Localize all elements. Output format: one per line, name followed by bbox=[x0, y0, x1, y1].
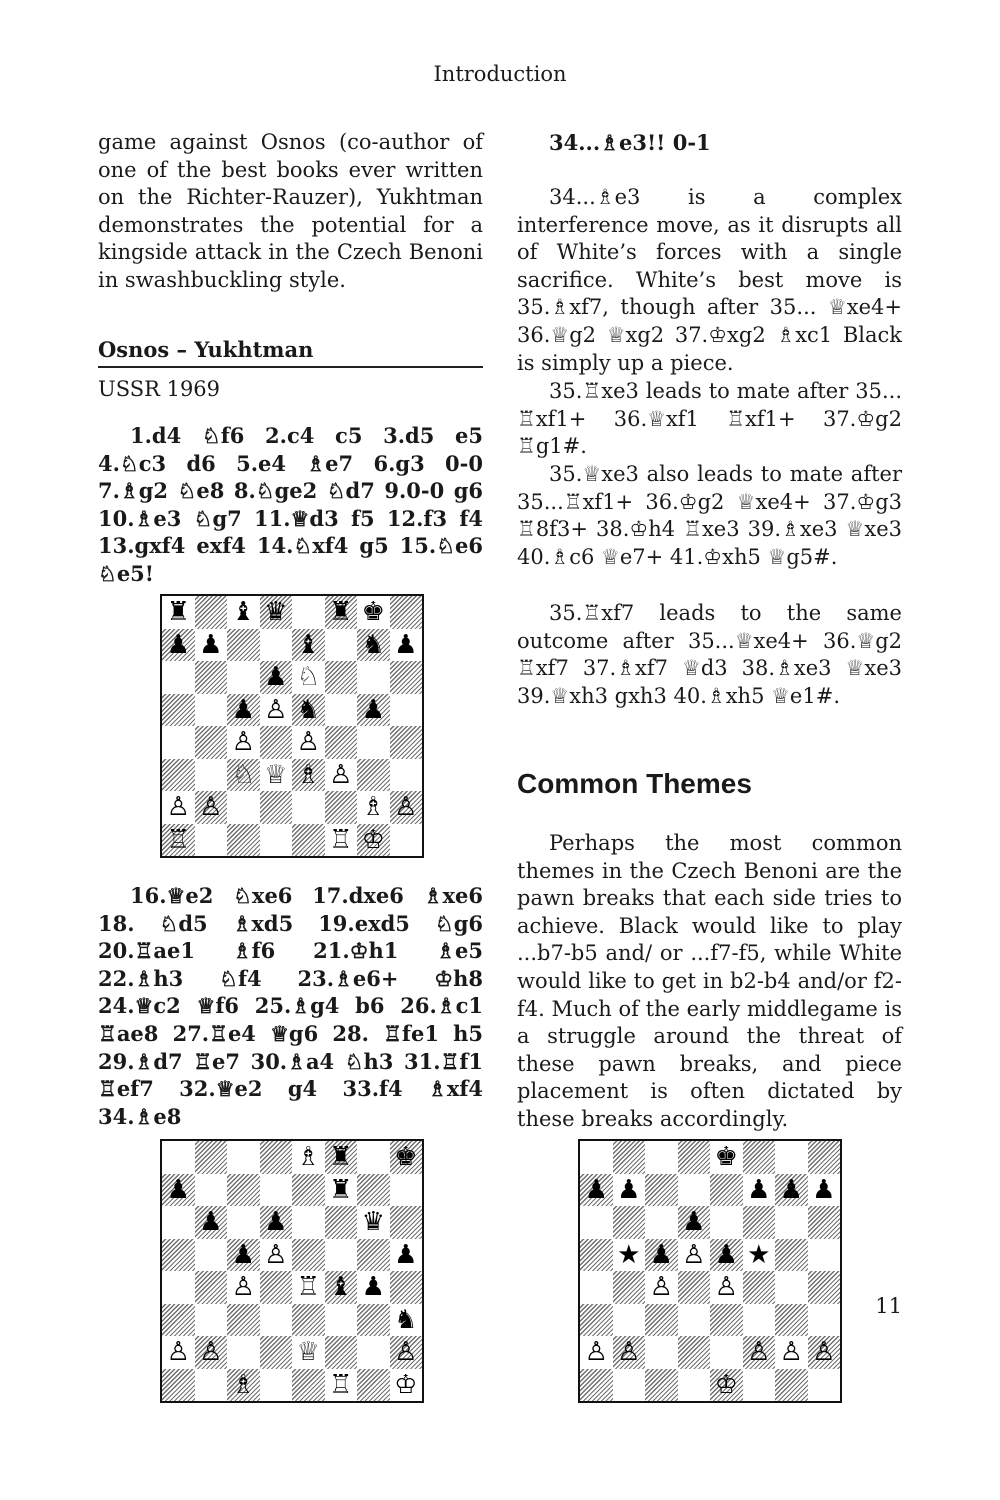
game-info: USSR 1969 bbox=[98, 376, 221, 401]
square-f3 bbox=[743, 1304, 776, 1337]
star-marker-icon: ★ bbox=[617, 1239, 641, 1270]
square-g5 bbox=[357, 1239, 390, 1272]
analysis-block-2 bbox=[517, 378, 902, 461]
white-rook-icon: ♖ bbox=[296, 1272, 320, 1303]
square-c3 bbox=[227, 759, 260, 792]
square-c1 bbox=[227, 1369, 260, 1402]
black-pawn-icon: ♟ bbox=[231, 694, 255, 725]
square-h4 bbox=[390, 726, 423, 759]
square-e3 bbox=[292, 759, 325, 792]
square-a4 bbox=[162, 1271, 195, 1304]
white-pawn-icon: ♙ bbox=[329, 759, 353, 790]
black-rook-icon: ♜ bbox=[166, 597, 190, 628]
square-h3 bbox=[808, 1304, 841, 1337]
square-c4 bbox=[645, 1271, 678, 1304]
square-f8 bbox=[743, 1141, 776, 1174]
square-c6 bbox=[227, 1206, 260, 1239]
square-d8 bbox=[678, 1141, 711, 1174]
square-g4 bbox=[357, 726, 390, 759]
running-head: Introduction bbox=[433, 62, 567, 86]
black-pawn-icon: ♟ bbox=[361, 694, 385, 725]
white-pawn-icon: ♙ bbox=[649, 1272, 673, 1303]
square-a6 bbox=[162, 1206, 195, 1239]
square-f8 bbox=[325, 596, 358, 629]
white-rook-icon: ♖ bbox=[166, 824, 190, 855]
white-bishop-icon: ♗ bbox=[296, 1142, 320, 1173]
square-d1 bbox=[260, 1369, 293, 1402]
square-f6 bbox=[325, 1206, 358, 1239]
black-knight-icon: ♞ bbox=[296, 694, 320, 725]
game-moves-1: 1.d4 ♘f6 2.c4 c5 3.d5 e5 4.♘c3 d6 5.e4 ♗e7 6.g3 0-0 7.♗g2 ♘e8 8.♘ge2 ♘d7 9.0-0 g6 10.♗e3 ♘g7 11.♕d3 f5 12.f3 f4 13.gxf4 exf4 14.♘xf4 g5 15.♘e6 ♘e5! bbox=[98, 423, 483, 586]
analysis-paragraph-1: 34...♗e3 is a complex interference move, as it disrupts all of White’s forces with a single sacrifice. White’s best move is 35.♗xf7, though after 35... ♕xe4+ 36.♕g2 ♕xg2 37.♔xg2 ♗xc1 Black is simply up a piece. bbox=[517, 185, 902, 375]
square-b3 bbox=[195, 1304, 228, 1337]
square-b5 bbox=[613, 1239, 646, 1272]
square-h5 bbox=[808, 1239, 841, 1272]
square-c2 bbox=[227, 791, 260, 824]
square-g4 bbox=[775, 1271, 808, 1304]
black-knight-icon: ♞ bbox=[394, 1304, 418, 1335]
square-c5 bbox=[227, 1239, 260, 1272]
square-c7 bbox=[227, 629, 260, 662]
square-c8 bbox=[227, 596, 260, 629]
square-h7 bbox=[390, 1174, 423, 1207]
square-e8 bbox=[292, 596, 325, 629]
white-queen-icon: ♕ bbox=[264, 759, 288, 790]
square-c8 bbox=[645, 1141, 678, 1174]
square-e2 bbox=[292, 791, 325, 824]
black-pawn-icon: ♟ bbox=[166, 629, 190, 660]
square-g3 bbox=[775, 1304, 808, 1337]
square-b4 bbox=[195, 726, 228, 759]
square-f6 bbox=[743, 1206, 776, 1239]
black-pawn-icon: ♟ bbox=[649, 1239, 673, 1270]
square-f1 bbox=[743, 1369, 776, 1402]
black-pawn-icon: ♟ bbox=[779, 1174, 803, 1205]
square-c4 bbox=[227, 726, 260, 759]
square-a7 bbox=[162, 1174, 195, 1207]
square-a2 bbox=[580, 1336, 613, 1369]
square-d5 bbox=[260, 1239, 293, 1272]
square-h1 bbox=[390, 1369, 423, 1402]
analysis-paragraph-2: 35.♖xe3 leads to mate after 35... ♖xf1+ 36.♕xf1 ♖xf1+ 37.♔g2 ♖g1#. bbox=[517, 379, 902, 459]
square-a1 bbox=[580, 1369, 613, 1402]
white-pawn-icon: ♙ bbox=[682, 1239, 706, 1270]
square-f5 bbox=[743, 1239, 776, 1272]
chess-diagram-3 bbox=[578, 1139, 842, 1403]
square-g2 bbox=[775, 1336, 808, 1369]
square-e3 bbox=[292, 1304, 325, 1337]
square-a7 bbox=[162, 629, 195, 662]
moves-block-2 bbox=[98, 882, 483, 1130]
black-bishop-icon: ♝ bbox=[231, 597, 255, 628]
square-f3 bbox=[325, 759, 358, 792]
square-h7 bbox=[808, 1174, 841, 1207]
analysis-paragraph-3: 35.♕xe3 also leads to mate after 35...♖xf1+ 36.♔g2 ♕xe4+ 37.♔g3 ♖8f3+ 38.♔h4 ♖xe3 39.♗xe3 ♕xe3 40.♗c6 ♕e7+ 41.♔xh5 ♕g5#. bbox=[517, 462, 902, 569]
square-e7 bbox=[710, 1174, 743, 1207]
square-h2 bbox=[390, 791, 423, 824]
square-g2 bbox=[357, 1336, 390, 1369]
square-f4 bbox=[743, 1271, 776, 1304]
square-d4 bbox=[678, 1271, 711, 1304]
square-d6 bbox=[678, 1206, 711, 1239]
square-h1 bbox=[808, 1369, 841, 1402]
black-queen-icon: ♛ bbox=[361, 1207, 385, 1238]
square-d6 bbox=[260, 661, 293, 694]
square-h8 bbox=[808, 1141, 841, 1174]
square-e7 bbox=[292, 629, 325, 662]
square-g1 bbox=[357, 824, 390, 857]
black-bishop-icon: ♝ bbox=[329, 1272, 353, 1303]
square-a8 bbox=[580, 1141, 613, 1174]
intro-paragraph: game against Osnos (co-author of one of the best books ever written on the Richter-Rauzer), Yukhtman demonstrates the potential for a kingside attack in the Czech Benoni in swashbuckling style. bbox=[98, 130, 483, 292]
square-c4 bbox=[227, 1271, 260, 1304]
chess-diagram-1 bbox=[160, 594, 424, 858]
white-pawn-icon: ♙ bbox=[199, 1337, 223, 1368]
black-pawn-icon: ♟ bbox=[714, 1239, 738, 1270]
square-a3 bbox=[162, 759, 195, 792]
square-g5 bbox=[357, 694, 390, 727]
square-e6 bbox=[292, 661, 325, 694]
square-d7 bbox=[260, 629, 293, 662]
square-d8 bbox=[260, 596, 293, 629]
black-king-icon: ♚ bbox=[361, 597, 385, 628]
square-g6 bbox=[775, 1206, 808, 1239]
black-pawn-icon: ♟ bbox=[394, 629, 418, 660]
square-c1 bbox=[645, 1369, 678, 1402]
square-g7 bbox=[357, 1174, 390, 1207]
square-h1 bbox=[390, 824, 423, 857]
square-c5 bbox=[645, 1239, 678, 1272]
themes-block bbox=[517, 830, 902, 1134]
square-c3 bbox=[645, 1304, 678, 1337]
square-g8 bbox=[357, 1141, 390, 1174]
square-e8 bbox=[710, 1141, 743, 1174]
black-queen-icon: ♛ bbox=[264, 597, 288, 628]
white-knight-icon: ♘ bbox=[296, 662, 320, 693]
square-e1 bbox=[710, 1369, 743, 1402]
square-a6 bbox=[580, 1206, 613, 1239]
square-a5 bbox=[580, 1239, 613, 1272]
square-b1 bbox=[195, 1369, 228, 1402]
square-c8 bbox=[227, 1141, 260, 1174]
square-e1 bbox=[292, 824, 325, 857]
square-a7 bbox=[580, 1174, 613, 1207]
square-b8 bbox=[613, 1141, 646, 1174]
square-b4 bbox=[195, 1271, 228, 1304]
black-pawn-icon: ♟ bbox=[747, 1174, 771, 1205]
square-f5 bbox=[325, 1239, 358, 1272]
white-pawn-icon: ♙ bbox=[231, 727, 255, 758]
square-f2 bbox=[325, 1336, 358, 1369]
square-e6 bbox=[710, 1206, 743, 1239]
square-d5 bbox=[260, 694, 293, 727]
square-a4 bbox=[162, 726, 195, 759]
square-h6 bbox=[808, 1206, 841, 1239]
black-pawn-icon: ♟ bbox=[617, 1174, 641, 1205]
black-king-icon: ♚ bbox=[394, 1142, 418, 1173]
square-d4 bbox=[260, 1271, 293, 1304]
square-b7 bbox=[195, 629, 228, 662]
square-f5 bbox=[325, 694, 358, 727]
square-g7 bbox=[357, 629, 390, 662]
square-d7 bbox=[678, 1174, 711, 1207]
black-pawn-icon: ♟ bbox=[682, 1207, 706, 1238]
white-rook-icon: ♖ bbox=[329, 1369, 353, 1400]
black-pawn-icon: ♟ bbox=[264, 662, 288, 693]
square-b4 bbox=[613, 1271, 646, 1304]
square-e2 bbox=[292, 1336, 325, 1369]
square-a3 bbox=[162, 1304, 195, 1337]
white-pawn-icon: ♙ bbox=[714, 1272, 738, 1303]
square-g3 bbox=[357, 759, 390, 792]
white-rook-icon: ♖ bbox=[329, 824, 353, 855]
square-c5 bbox=[227, 694, 260, 727]
black-rook-icon: ♜ bbox=[329, 597, 353, 628]
square-g1 bbox=[775, 1369, 808, 1402]
section-block bbox=[517, 767, 902, 801]
square-f7 bbox=[325, 1174, 358, 1207]
square-e3 bbox=[710, 1304, 743, 1337]
black-pawn-icon: ♟ bbox=[231, 1239, 255, 1270]
square-g6 bbox=[357, 1206, 390, 1239]
square-f2 bbox=[743, 1336, 776, 1369]
black-bishop-icon: ♝ bbox=[296, 629, 320, 660]
black-king-icon: ♚ bbox=[714, 1142, 738, 1173]
square-h2 bbox=[390, 1336, 423, 1369]
square-a8 bbox=[162, 1141, 195, 1174]
white-bishop-icon: ♗ bbox=[296, 759, 320, 790]
black-rook-icon: ♜ bbox=[329, 1142, 353, 1173]
square-a3 bbox=[580, 1304, 613, 1337]
square-d3 bbox=[260, 759, 293, 792]
square-a1 bbox=[162, 824, 195, 857]
square-g1 bbox=[357, 1369, 390, 1402]
square-c6 bbox=[227, 661, 260, 694]
square-g8 bbox=[775, 1141, 808, 1174]
square-b8 bbox=[195, 596, 228, 629]
square-h2 bbox=[808, 1336, 841, 1369]
analysis-paragraph-4: 35.♖xf7 leads to the same outcome after 35...♕xe4+ 36.♕g2 ♖xf7 37.♗xf7 ♕d3 38.♗xe3 ♕xe3 39.♕xh3 gxh3 40.♗xh5 ♕e1#. bbox=[517, 601, 902, 708]
square-b8 bbox=[195, 1141, 228, 1174]
square-b5 bbox=[195, 694, 228, 727]
square-c6 bbox=[645, 1206, 678, 1239]
square-h6 bbox=[390, 1206, 423, 1239]
square-b6 bbox=[613, 1206, 646, 1239]
white-pawn-icon: ♙ bbox=[199, 792, 223, 823]
square-b7 bbox=[613, 1174, 646, 1207]
black-rook-icon: ♜ bbox=[329, 1174, 353, 1205]
white-king-icon: ♔ bbox=[714, 1369, 738, 1400]
square-e5 bbox=[710, 1239, 743, 1272]
square-f1 bbox=[325, 824, 358, 857]
square-d5 bbox=[678, 1239, 711, 1272]
white-pawn-icon: ♙ bbox=[394, 792, 418, 823]
square-c7 bbox=[227, 1174, 260, 1207]
white-bishop-icon: ♗ bbox=[231, 1369, 255, 1400]
square-c2 bbox=[227, 1336, 260, 1369]
white-pawn-icon: ♙ bbox=[166, 792, 190, 823]
white-knight-icon: ♘ bbox=[231, 759, 255, 790]
white-pawn-icon: ♙ bbox=[617, 1337, 641, 1368]
white-pawn-icon: ♙ bbox=[296, 727, 320, 758]
white-pawn-icon: ♙ bbox=[394, 1337, 418, 1368]
square-c2 bbox=[645, 1336, 678, 1369]
left-column bbox=[98, 129, 483, 295]
square-d2 bbox=[678, 1336, 711, 1369]
page-number: 11 bbox=[875, 1294, 902, 1318]
analysis-block-4 bbox=[517, 600, 902, 710]
square-a8 bbox=[162, 596, 195, 629]
black-pawn-icon: ♟ bbox=[264, 1207, 288, 1238]
square-h8 bbox=[390, 596, 423, 629]
square-a5 bbox=[162, 1239, 195, 1272]
square-e7 bbox=[292, 1174, 325, 1207]
black-pawn-icon: ♟ bbox=[394, 1239, 418, 1270]
square-h8 bbox=[390, 1141, 423, 1174]
black-pawn-icon: ♟ bbox=[361, 1272, 385, 1303]
white-pawn-icon: ♙ bbox=[779, 1337, 803, 1368]
square-h4 bbox=[390, 1271, 423, 1304]
square-h6 bbox=[390, 661, 423, 694]
white-pawn-icon: ♙ bbox=[747, 1337, 771, 1368]
square-c1 bbox=[227, 824, 260, 857]
square-h3 bbox=[390, 1304, 423, 1337]
white-pawn-icon: ♙ bbox=[231, 1272, 255, 1303]
square-f7 bbox=[743, 1174, 776, 1207]
square-g3 bbox=[357, 1304, 390, 1337]
square-d1 bbox=[260, 824, 293, 857]
white-pawn-icon: ♙ bbox=[812, 1337, 836, 1368]
square-d6 bbox=[260, 1206, 293, 1239]
square-f7 bbox=[325, 629, 358, 662]
black-pawn-icon: ♟ bbox=[584, 1174, 608, 1205]
square-b1 bbox=[195, 824, 228, 857]
square-b2 bbox=[195, 1336, 228, 1369]
square-a2 bbox=[162, 1336, 195, 1369]
square-h7 bbox=[390, 629, 423, 662]
square-b1 bbox=[613, 1369, 646, 1402]
square-g7 bbox=[775, 1174, 808, 1207]
square-e6 bbox=[292, 1206, 325, 1239]
game-result: 34...♗e3!! 0-1 bbox=[549, 130, 711, 155]
chess-diagram-2 bbox=[160, 1139, 424, 1403]
square-d2 bbox=[260, 1336, 293, 1369]
black-pawn-icon: ♟ bbox=[199, 629, 223, 660]
square-f8 bbox=[325, 1141, 358, 1174]
square-h5 bbox=[390, 694, 423, 727]
square-h5 bbox=[390, 1239, 423, 1272]
square-c3 bbox=[227, 1304, 260, 1337]
square-e5 bbox=[292, 1239, 325, 1272]
square-c7 bbox=[645, 1174, 678, 1207]
square-d7 bbox=[260, 1174, 293, 1207]
white-bishop-icon: ♗ bbox=[361, 792, 385, 823]
square-f4 bbox=[325, 1271, 358, 1304]
square-a6 bbox=[162, 661, 195, 694]
square-e4 bbox=[292, 726, 325, 759]
square-d1 bbox=[678, 1369, 711, 1402]
right-column-top bbox=[517, 129, 902, 157]
black-pawn-icon: ♟ bbox=[199, 1207, 223, 1238]
game-title: Osnos – Yukhtman bbox=[98, 336, 483, 368]
black-knight-icon: ♞ bbox=[361, 629, 385, 660]
square-d2 bbox=[260, 791, 293, 824]
game-heading-block bbox=[98, 336, 483, 403]
section-title: Common Themes bbox=[517, 768, 752, 799]
black-pawn-icon: ♟ bbox=[166, 1174, 190, 1205]
themes-paragraph: Perhaps the most common themes in the Czech Benoni are the pawn breaks that each side tries to achieve. Black would like to play ...b7-b5 and/ or ...f7-f5, while White would like to get in b2-b4 and/or f2-f4. Much of the early middlegame is a struggle around the threat of these pawn breaks, and piece placement is often dictated by these breaks accordingly. bbox=[517, 831, 903, 1131]
analysis-block-3 bbox=[517, 461, 902, 571]
square-b2 bbox=[613, 1336, 646, 1369]
square-f1 bbox=[325, 1369, 358, 1402]
square-f6 bbox=[325, 661, 358, 694]
square-b5 bbox=[195, 1239, 228, 1272]
square-b3 bbox=[195, 759, 228, 792]
square-e4 bbox=[710, 1271, 743, 1304]
square-a1 bbox=[162, 1369, 195, 1402]
square-b3 bbox=[613, 1304, 646, 1337]
square-e1 bbox=[292, 1369, 325, 1402]
star-marker-icon: ★ bbox=[747, 1239, 771, 1270]
square-f2 bbox=[325, 791, 358, 824]
white-pawn-icon: ♙ bbox=[584, 1337, 608, 1368]
square-b2 bbox=[195, 791, 228, 824]
square-g8 bbox=[357, 596, 390, 629]
white-pawn-icon: ♙ bbox=[264, 694, 288, 725]
square-e4 bbox=[292, 1271, 325, 1304]
square-g5 bbox=[775, 1239, 808, 1272]
square-b6 bbox=[195, 1206, 228, 1239]
square-b6 bbox=[195, 661, 228, 694]
white-pawn-icon: ♙ bbox=[166, 1337, 190, 1368]
white-pawn-icon: ♙ bbox=[264, 1239, 288, 1270]
square-b7 bbox=[195, 1174, 228, 1207]
white-queen-icon: ♕ bbox=[296, 1337, 320, 1368]
square-e2 bbox=[710, 1336, 743, 1369]
moves-block-1 bbox=[98, 422, 483, 588]
white-king-icon: ♔ bbox=[394, 1369, 418, 1400]
square-g6 bbox=[357, 661, 390, 694]
black-pawn-icon: ♟ bbox=[812, 1174, 836, 1205]
square-e5 bbox=[292, 694, 325, 727]
square-h3 bbox=[390, 759, 423, 792]
square-f3 bbox=[325, 1304, 358, 1337]
square-a5 bbox=[162, 694, 195, 727]
square-a2 bbox=[162, 791, 195, 824]
square-d4 bbox=[260, 726, 293, 759]
square-d3 bbox=[260, 1304, 293, 1337]
square-d8 bbox=[260, 1141, 293, 1174]
white-king-icon: ♔ bbox=[361, 824, 385, 855]
square-d3 bbox=[678, 1304, 711, 1337]
square-f4 bbox=[325, 726, 358, 759]
analysis-block-1 bbox=[517, 184, 902, 377]
square-h4 bbox=[808, 1271, 841, 1304]
square-g2 bbox=[357, 791, 390, 824]
square-a4 bbox=[580, 1271, 613, 1304]
square-e8 bbox=[292, 1141, 325, 1174]
square-g4 bbox=[357, 1271, 390, 1304]
game-moves-2: 16.♕e2 ♘xe6 17.dxe6 ♗xe6 18. ♘d5 ♗xd5 19.exd5 ♘g6 20.♖ae1 ♗f6 21.♔h1 ♗e5 22.♗h3 ♘f4 23.♗e6+ ♔h8 24.♕c2 ♕f6 25.♗g4 b6 26.♗c1 ♖ae8 27.♖e4 ♕g6 28. ♖fe1 h5 29.♗d7 ♖e7 30.♗a4 ♘h3 31.♖f1 ♖ef7 32.♕e2 g4 33.f4 ♗xf4 34.♗e8 bbox=[98, 883, 483, 1129]
